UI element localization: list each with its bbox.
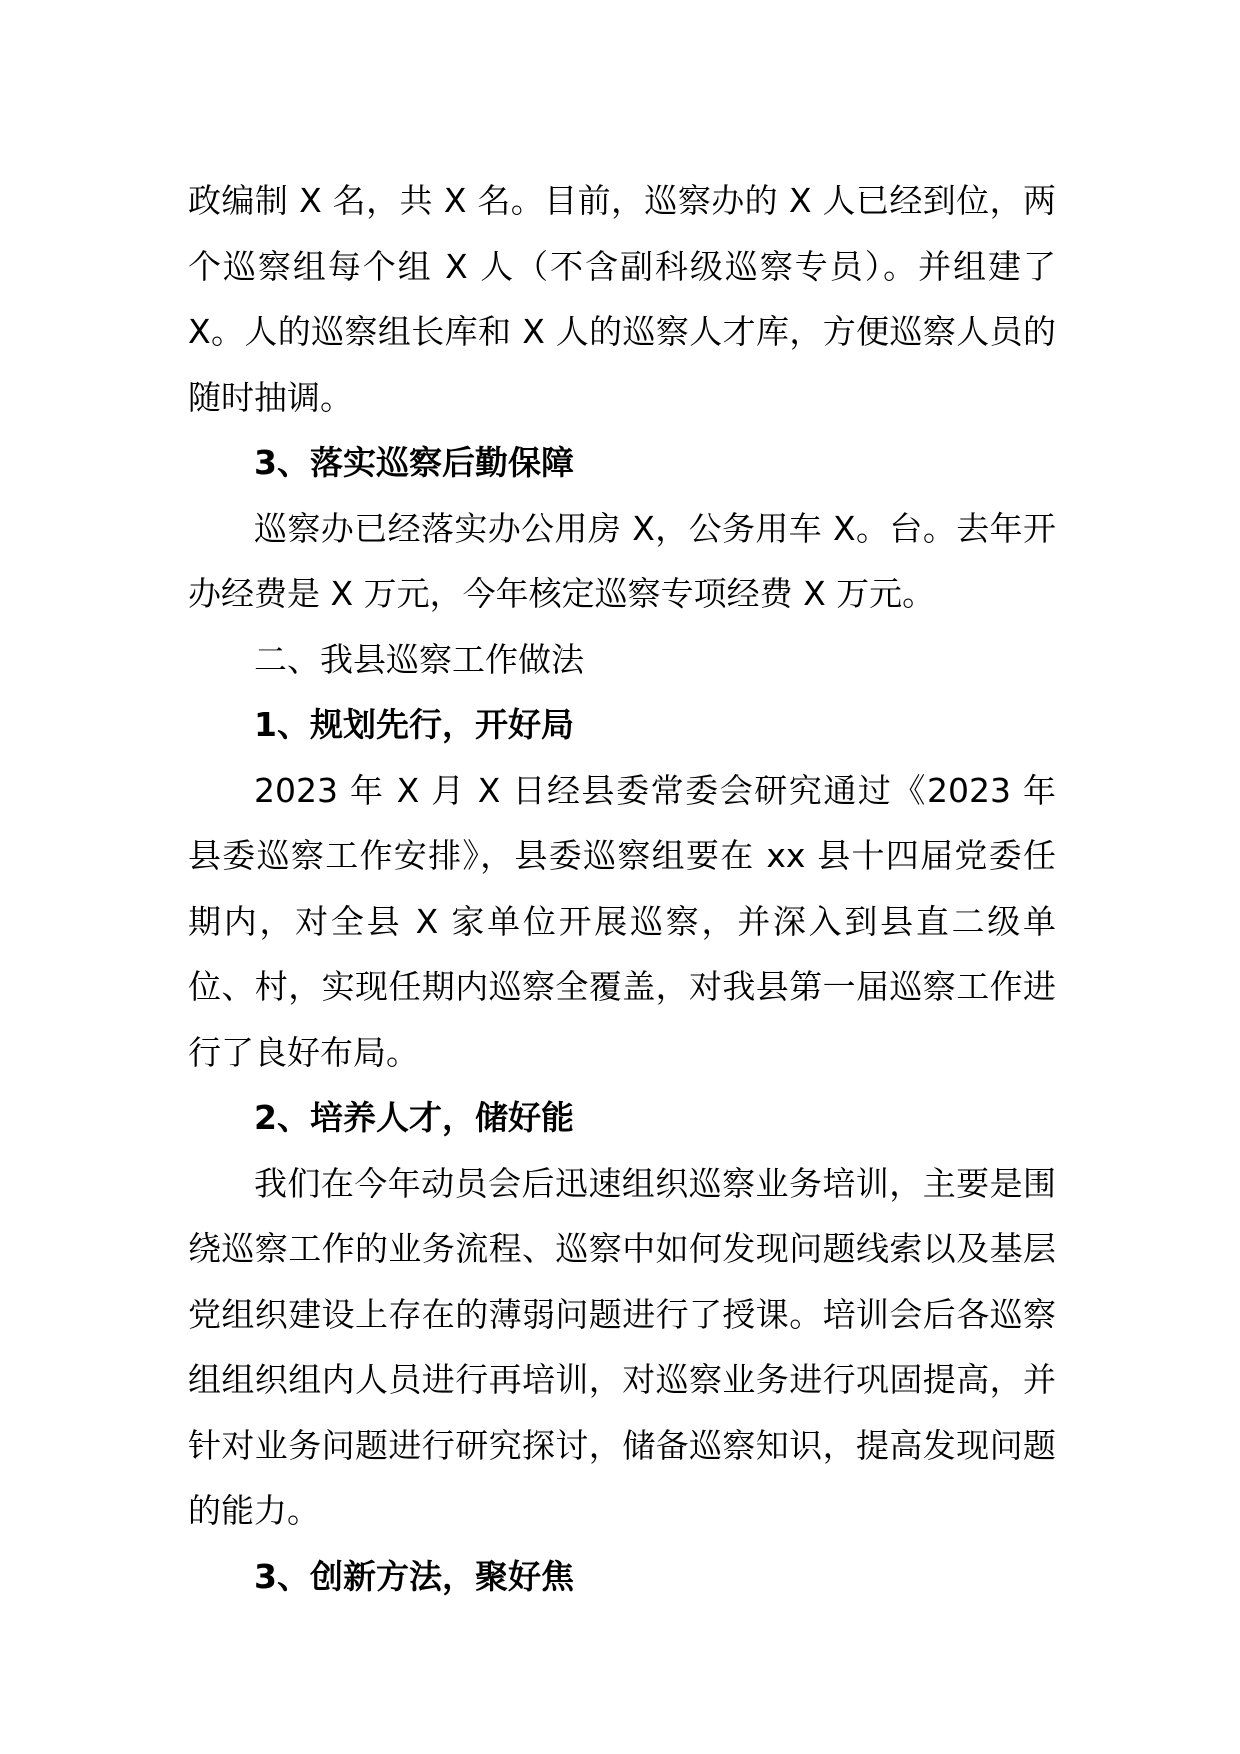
heading-logistics: 3、落实巡察后勤保障 [254, 443, 574, 482]
paragraph-logistics: 巡察办已经落实办公用房 X，公务用车 X。台。去年开办经费是 X 万元，今年核定巡察专项经费 X 万元。 [188, 508, 1056, 613]
section-heading-practices: 二、我县巡察工作做法 [254, 639, 584, 679]
heading-training: 2、培养人才，储好能 [254, 1098, 574, 1137]
paragraph-planning: 2023 年 X 月 X 日经县委常委会研究通过《2023 年县委巡察工作安排》，县委巡察组要在 xx 县十四届党委任期内，对全县 X 家单位开展巡察，并深入到县直二级单位、村，实现任期内巡察全覆盖，对我县第一届巡察工作进行了良好布局。 [188, 770, 1056, 1072]
heading-planning: 1、规划先行，开好局 [254, 705, 574, 744]
paragraph-training: 我们在今年动员会后迅速组织巡察业务培训，主要是围绕巡察工作的业务流程、巡察中如何发现问题线索以及基层党组织建设上存在的薄弱问题进行了授课。培训会后各巡察组组织组内人员进行再培训，对巡察业务进行巩固提高，并针对业务问题进行研究探讨，储备巡察知识，提高发现问题的能力。 [188, 1163, 1056, 1530]
document-page [188, 168, 1056, 1609]
heading-innovation: 3、创新方法，聚好焦 [254, 1556, 574, 1596]
paragraph-staffing: 政编制 X 名，共 X 名。目前，巡察办的 X 人已经到位，两个巡察组每个组 X 人（不含副科级巡察专员）。并组建了X。人的巡察组长库和 X 人的巡察人才库，方便巡察人员的随时抽调。 [188, 181, 1056, 417]
